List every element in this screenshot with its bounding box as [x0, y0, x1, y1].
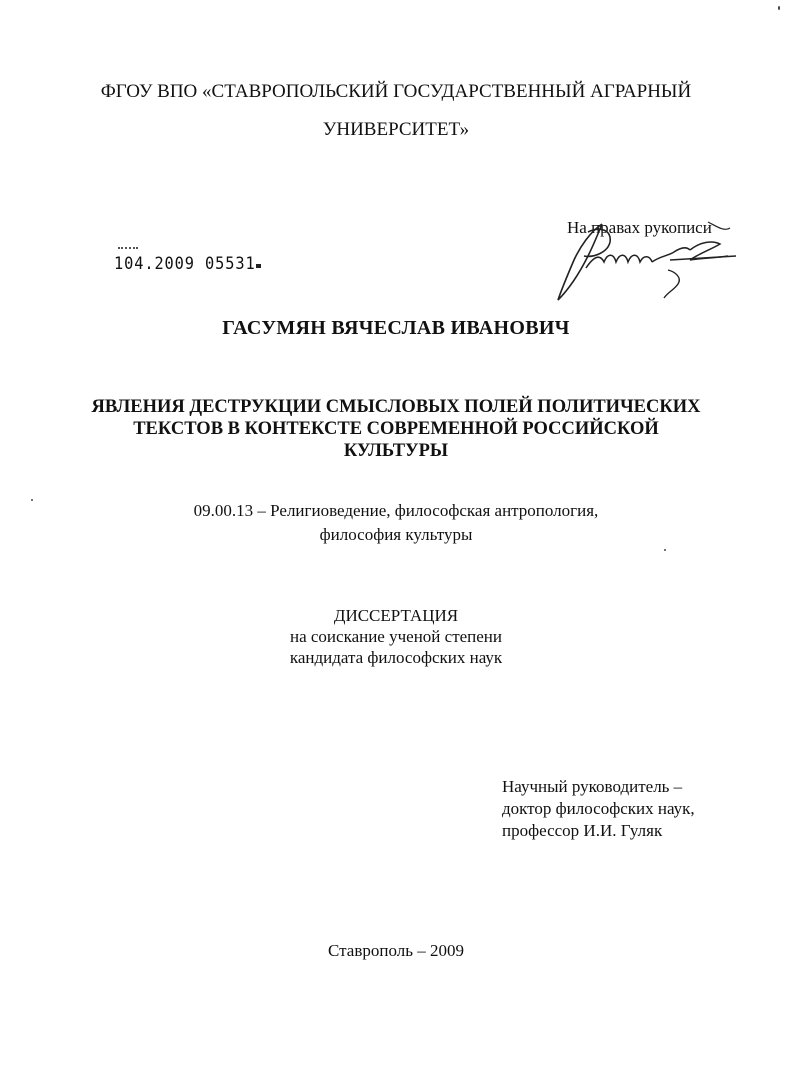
degree-line-1: на соискание ученой степени [289, 627, 503, 646]
archive-code: 104.2009 05531 [114, 254, 256, 274]
supervisor-block [502, 776, 695, 842]
author-name: ГАСУМЯН ВЯЧЕСЛАВ ИВАНОВИЧ [222, 317, 570, 339]
city-year: Ставрополь – 2009 [328, 941, 464, 960]
institution-line-1: ФГОУ ВПО «СТАВРОПОЛЬСКИЙ ГОСУДАРСТВЕННЫЙ АГРАРНЫЙ [100, 81, 692, 102]
dissertation-title [0, 396, 792, 462]
archive-mark [118, 247, 138, 251]
scan-speck [778, 6, 780, 10]
institution-name [0, 73, 792, 149]
scan-speck [31, 499, 33, 501]
institution-line-2: УНИВЕРСИТЕТ» [322, 119, 470, 140]
archive-dot [256, 264, 261, 268]
degree-line-2: кандидата философских наук [289, 648, 503, 667]
specialty-line-1: 09.00.13 – Религиоведение, философская антропология, [193, 501, 599, 520]
supervisor-line-3: профессор И.И. Гуляк [502, 821, 663, 840]
dissertation-heading: ДИССЕРТАЦИЯ [333, 606, 459, 625]
title-line-2: ТЕКСТОВ В КОНТЕКСТЕ СОВРЕМЕННОЙ РОССИЙСКОЙ [133, 419, 659, 439]
signature-icon [540, 212, 740, 312]
title-line-1: ЯВЛЕНИЯ ДЕСТРУКЦИИ СМЫСЛОВЫХ ПОЛЕЙ ПОЛИТИЧЕСКИХ [91, 397, 701, 417]
title-line-3: КУЛЬТУРЫ [343, 441, 449, 461]
supervisor-line-1: Научный руководитель – [502, 777, 683, 796]
scan-speck [664, 549, 666, 551]
supervisor-line-2: доктор философских наук, [502, 799, 695, 818]
specialty [0, 499, 792, 547]
dissertation-type [0, 605, 792, 668]
specialty-line-2: философия культуры [319, 525, 473, 544]
manuscript-note: На правах рукописи [567, 218, 712, 237]
